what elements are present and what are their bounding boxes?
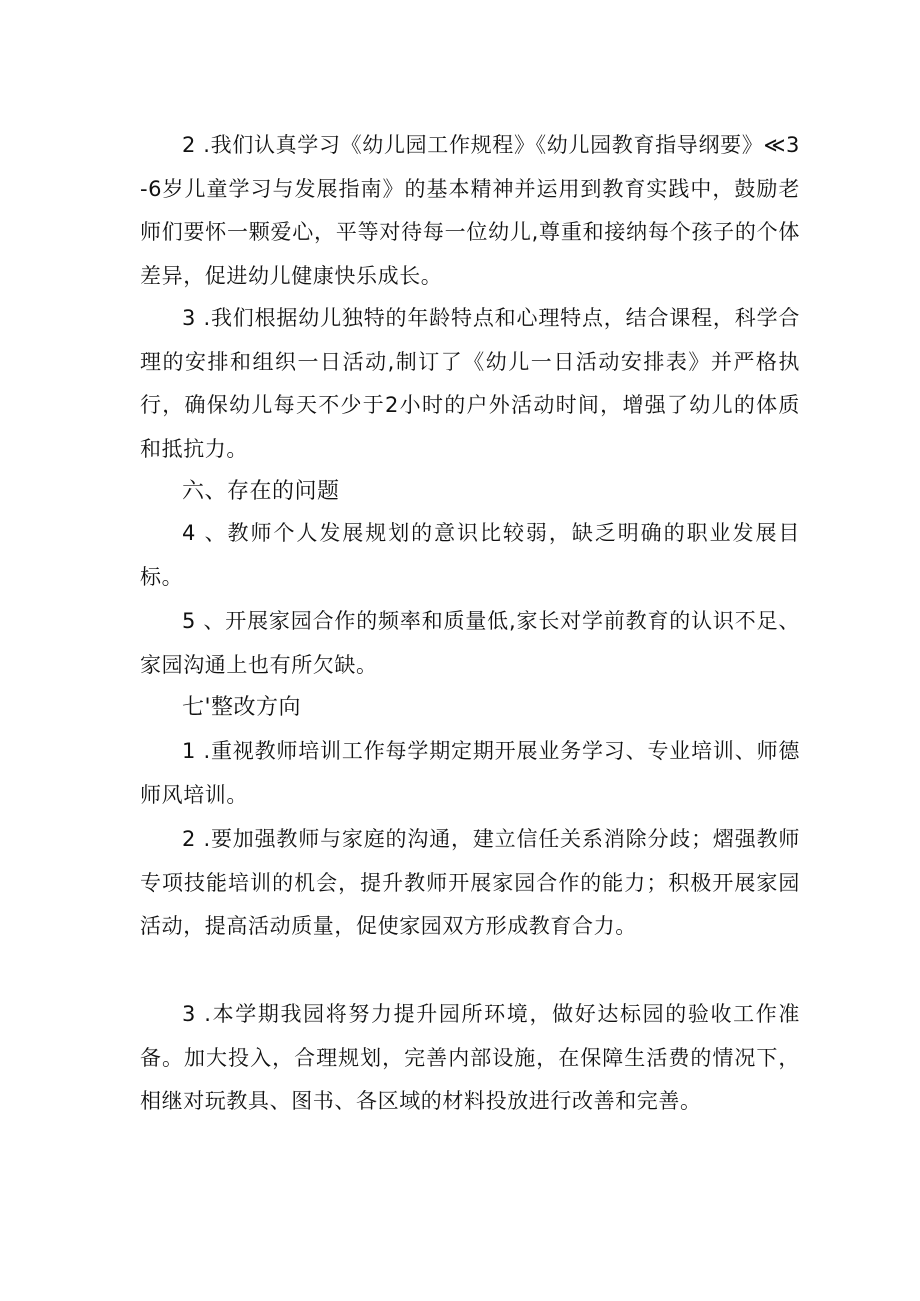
paragraph-problem-5: 5 、开展家园合作的频率和质量低,家长对学前教育的认识不足、家园沟通上也有所欠缺。: [140, 609, 800, 677]
section-heading-rectification: 七'整改方向: [182, 695, 302, 720]
paragraph-rectify-1: 1 .重视教师培训工作每学期定期开展业务学习、专业培训、师德师风培训。: [140, 739, 800, 807]
paragraph-item-3-schedule: 3 .我们根据幼儿独特的年龄特点和心理特点，结合课程，科学合理的安排和组织一日活动,制订了《幼儿一日活动安排表》并严格执行，确保幼儿每天不少于2小时的户外活动时间，增强了幼儿的体质和抵抗力。: [140, 306, 800, 461]
section-heading-problems: 六、存在的问题: [182, 479, 340, 504]
paragraph-problem-4: 4 、教师个人发展规划的意识比较弱，缺乏明确的职业发展目标。: [140, 521, 800, 589]
paragraph-rectify-3: 3 .本学期我园将努力提升园所环境，做好达标园的验收工作准备。加大投入，合理规划，完善内部设施，在保障生活费的情况下，相继对玩教具、图书、各区域的材料投放进行改善和完善。: [140, 1002, 800, 1113]
paragraph-rectify-2: 2 .要加强教师与家庭的沟通，建立信任关系消除分歧；熠强教师专项技能培训的机会，提升教师开展家园合作的能力；积极开展家园活动，提高活动质量，促使家园双方形成教育合力。: [140, 827, 800, 938]
paragraph-item-2-study: 2 .我们认真学习《幼儿园工作规程》《幼儿园教育指导纲要》≪3-6岁儿童学习与发展指南》的基本精神并运用到教育实践中，鼓励老师们要怀一颗爱心，平等对待每一位幼儿,尊重和接纳每个孩子的个体差异，促进幼儿健康快乐成长。: [140, 133, 800, 288]
